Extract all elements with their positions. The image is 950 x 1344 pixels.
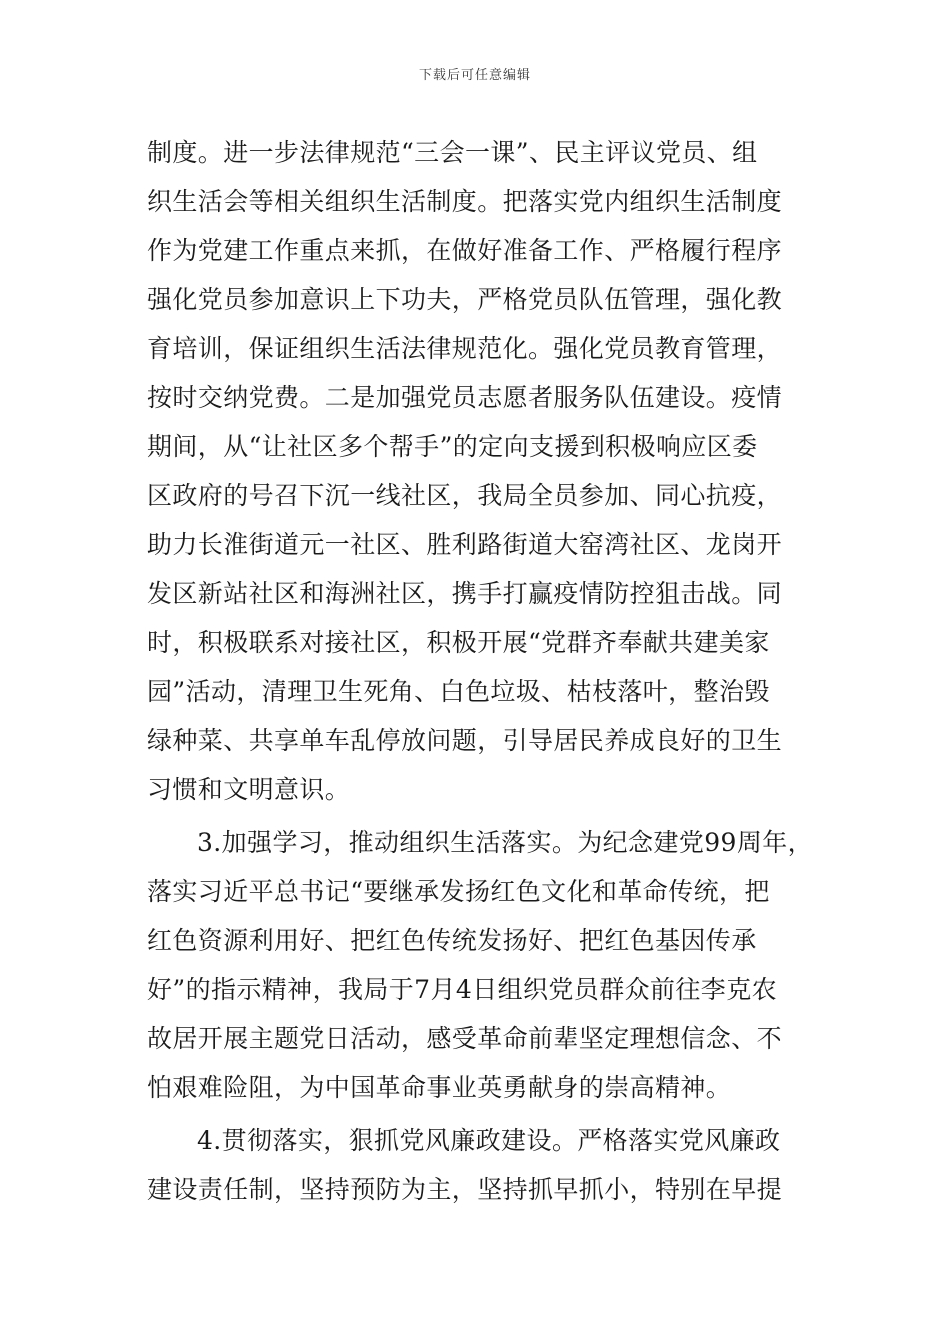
text-line-20: 怕艰难险阻，为中国革命事业英勇献身的崇高精神。 <box>147 1073 732 1102</box>
header-note: 下载后可任意编辑 <box>418 68 531 83</box>
text-line-3: 作为党建工作重点来抓，在做好准备工作、严格履行程序 <box>147 236 783 265</box>
paragraph-3-first-line: 3.加强学习，推动组织生活落实。为纪念建党99周年， <box>197 828 814 857</box>
text-line-22: 建设责任制，坚持预防为主，坚持抓早抓小，特别在早提 <box>147 1175 783 1204</box>
text-line-7: 期间，从“让社区多个帮手”的定向支援到积极响应区委 <box>147 432 758 461</box>
text-line-2: 织生活会等相关组织生活制度。把落实党内组织生活制度 <box>147 187 783 216</box>
text-line-13: 绿种菜、共享单车乱停放问题，引导居民养成良好的卫生 <box>147 726 783 755</box>
text-line-6: 按时交纳党费。二是加强党员志愿者服务队伍建设。疫情 <box>147 383 783 412</box>
text-line-19: 故居开展主题党日活动，感受革命前辈坚定理想信念、不 <box>147 1024 783 1053</box>
text-line-8: 区政府的号召下沉一线社区，我局全员参加、同心抗疫， <box>147 481 783 510</box>
document-body <box>147 128 817 1214</box>
text-line-16: 落实习近平总书记“要继承发扬红色文化和革命传统，把 <box>147 877 770 906</box>
text-line-10: 发区新站社区和海洲社区，携手打赢疫情防控狙击战。同 <box>147 579 783 608</box>
text-line-9: 助力长淮街道元一社区、胜利路街道大窑湾社区、龙岗开 <box>147 530 783 559</box>
text-line-5: 育培训，保证组织生活法律规范化。强化党员教育管理， <box>147 334 783 363</box>
text-line-1: 制度。进一步法律规范“三会一课”、民主评议党员、组 <box>147 138 758 167</box>
paragraph-4-first-line: 4.贯彻落实，狠抓党风廉政建设。严格落实党风廉政 <box>197 1126 781 1155</box>
text-line-18: 好”的指示精神，我局于7月4日组织党员群众前往李克农 <box>147 975 777 1004</box>
text-line-11: 时，积极联系对接社区，积极开展“党群齐奉献共建美家 <box>147 628 770 657</box>
text-line-14: 习惯和文明意识。 <box>147 775 351 804</box>
text-line-12: 园”活动，清理卫生死角、白色垃圾、枯枝落叶，整治毁 <box>147 677 770 706</box>
text-line-4: 强化党员参加意识上下功夫，严格党员队伍管理，强化教 <box>147 285 783 314</box>
text-line-17: 红色资源利用好、把红色传统发扬好、把红色基因传承 <box>147 926 757 955</box>
